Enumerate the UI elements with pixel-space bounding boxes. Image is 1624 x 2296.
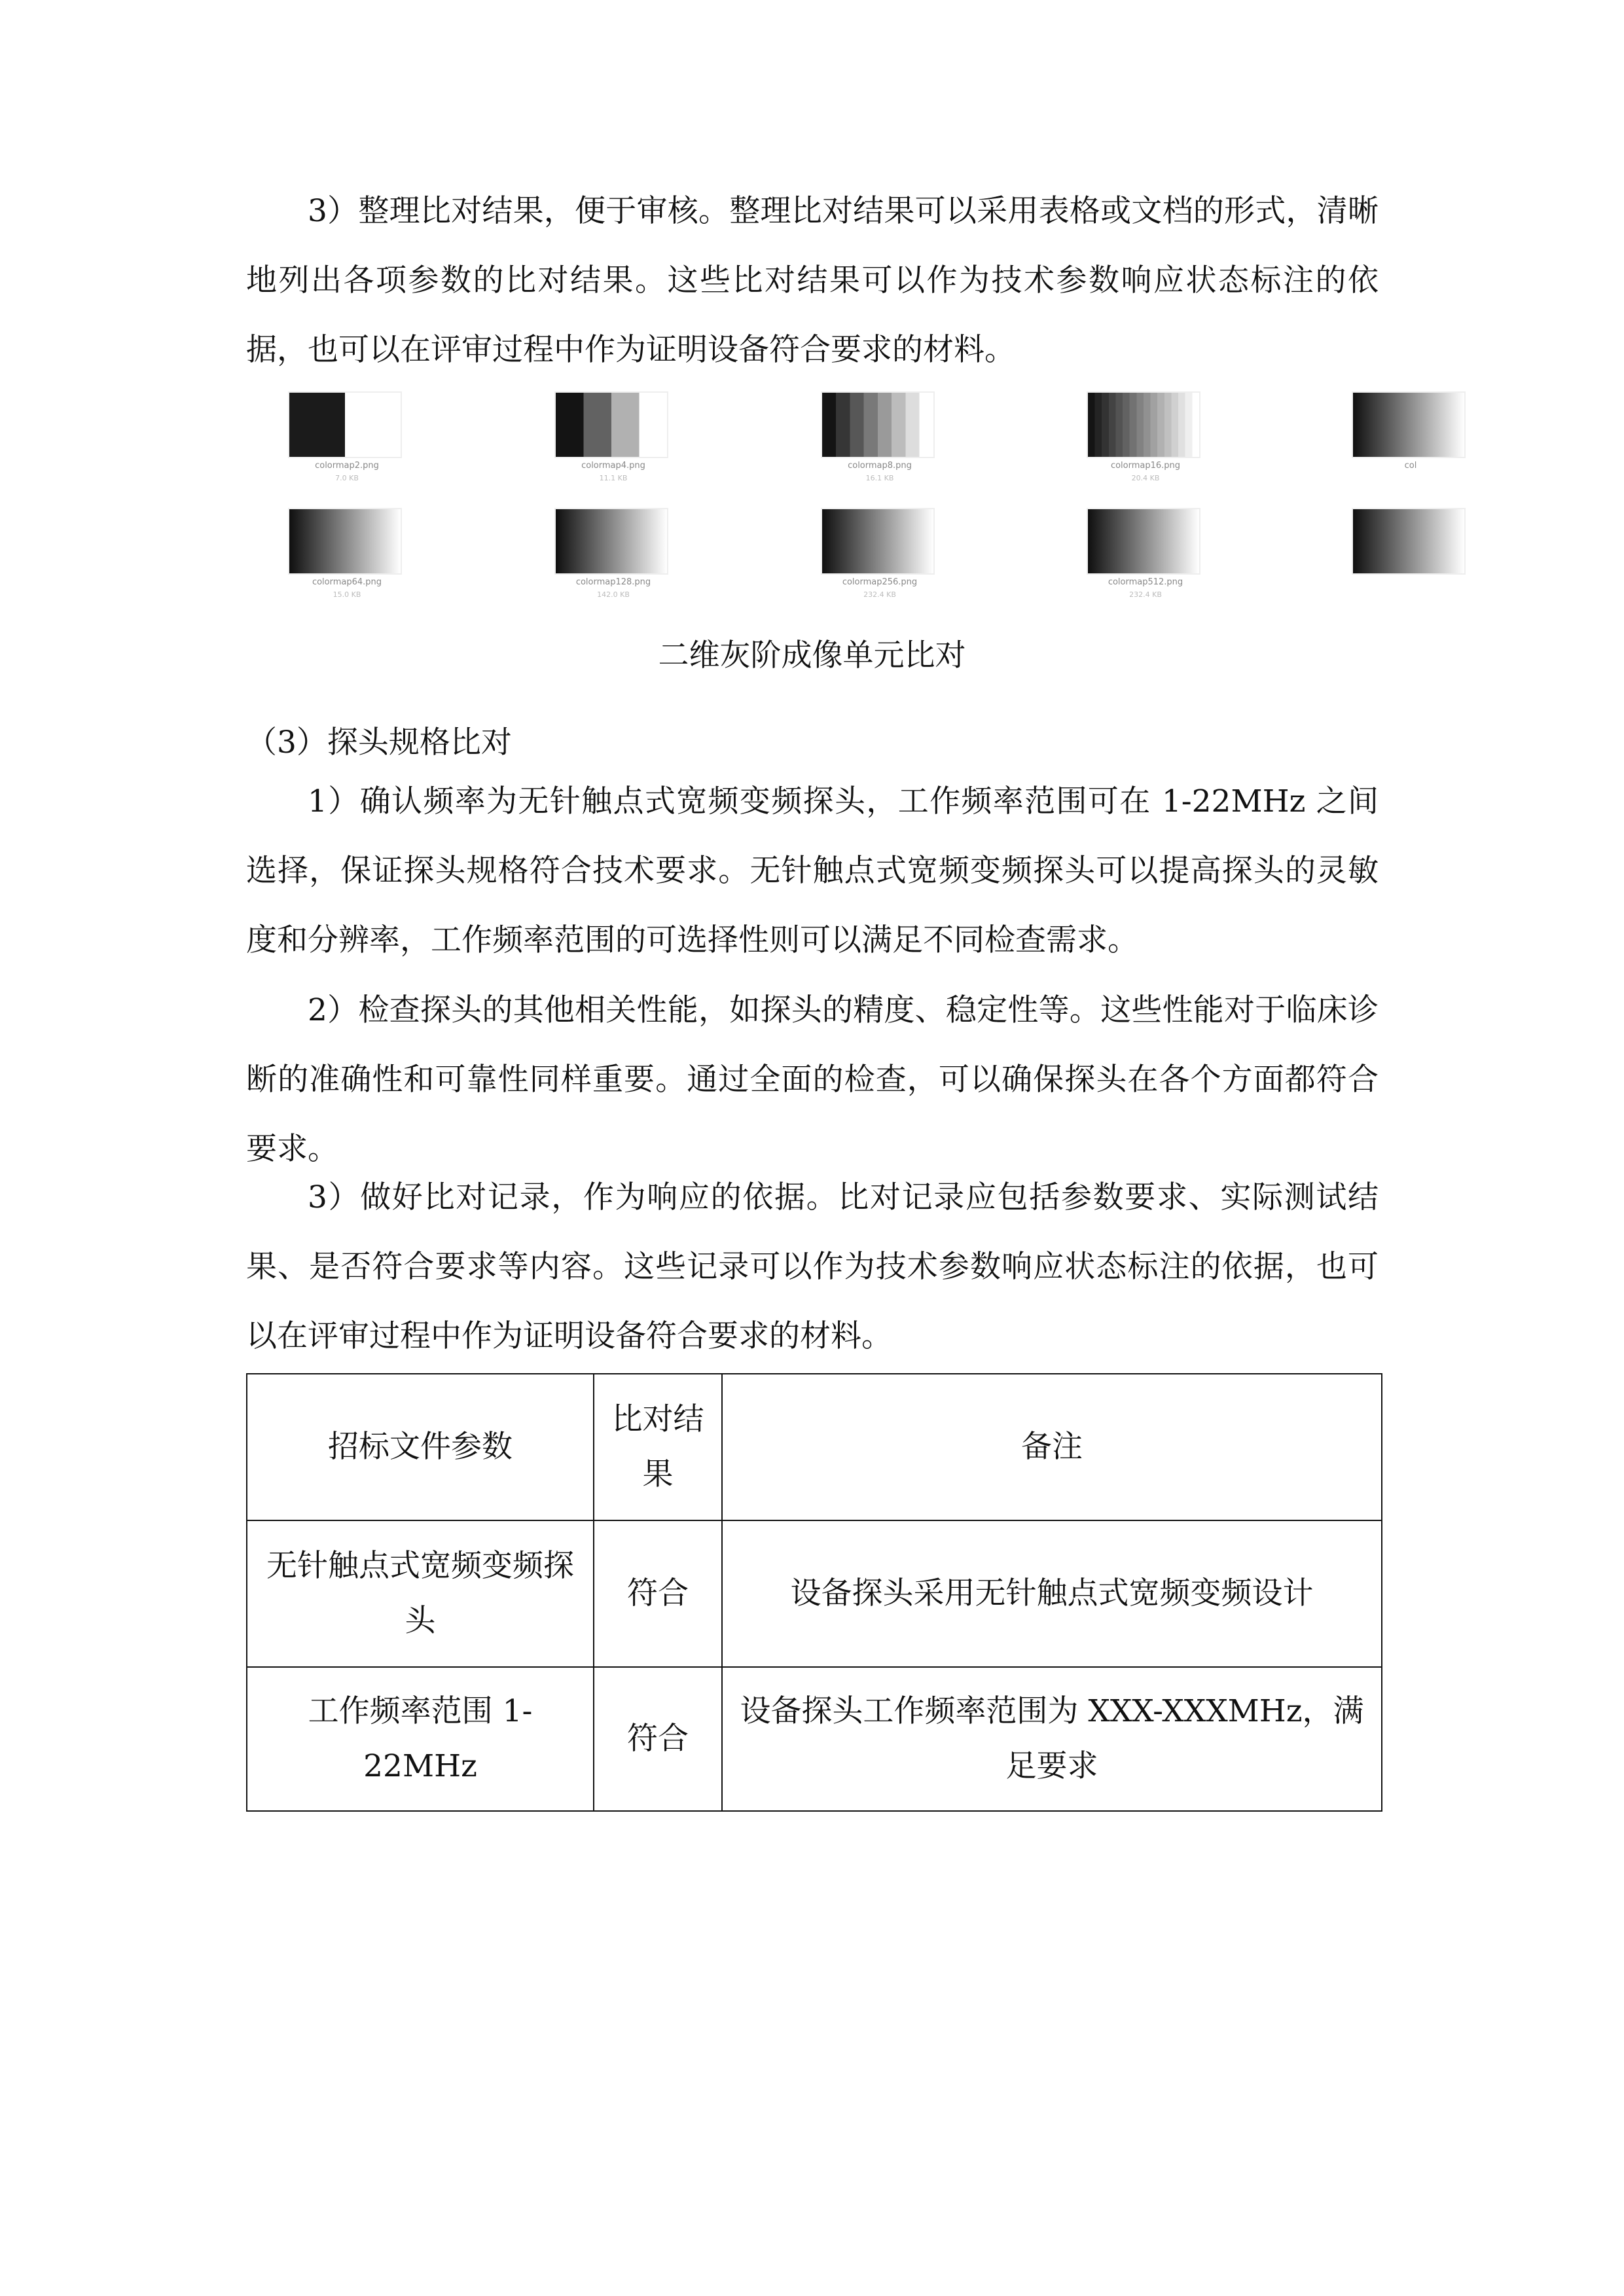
table-row [247,1520,1382,1667]
thumbnail-filesize: 7.0 KB [335,474,359,482]
comparison-table [246,1373,1382,1812]
gallery-thumbnail [1352,508,1470,600]
thumbnail-filesize: 11.1 KB [599,474,628,482]
grayscale-swatch [288,508,402,575]
gallery-thumbnail [821,508,939,600]
table-cell: 符合 [594,1667,722,1811]
gallery-thumbnail [288,391,406,483]
thumbnail-filesize: 142.0 KB [597,590,630,599]
gallery-thumbnail [821,391,939,483]
gallery-thumbnail [1087,391,1204,483]
thumbnail-filename: colormap512.png [1108,577,1183,587]
thumbnail-filename: colormap64.png [312,577,382,587]
table-cell: 设备探头采用无针触点式宽频变频设计 [722,1520,1382,1667]
thumbnail-filename: colormap4.png [581,461,645,471]
thumbnail-filesize: 15.0 KB [333,590,361,599]
thumbnail-filename: colormap8.png [848,461,912,471]
grayscale-swatch [1087,508,1200,575]
gallery-thumbnail [554,391,672,483]
header-cell: 备注 [722,1374,1382,1520]
thumbnail-filename: colormap128.png [575,577,651,587]
grayscale-swatch [1352,508,1466,575]
grayscale-swatch [821,508,935,575]
table-cell: 无针触点式宽频变频探头 [247,1520,594,1667]
figure-caption: 二维灰阶成像单元比对 [658,637,966,673]
grayscale-swatch [821,391,935,458]
paragraph-confirm-frequency: 1）确认频率为无针触点式宽频变频探头，工作频率范围可在 1-22MHz 之间选择，保证探头规格符合技术要求。无针触点式宽频变频探头可以提高探头的灵敏度和分辨率，工作频率范围的可选择性则可以满足不同检查需求。 [246,783,1379,958]
gallery-thumbnail [288,508,406,600]
thumbnail-filename: col [1404,461,1417,471]
grayscale-swatch [554,508,668,575]
header-cell: 招标文件参数 [247,1374,594,1520]
thumbnail-filesize: 232.4 KB [1129,590,1162,599]
paragraph-check-performance: 2）检查探头的其他相关性能，如探头的精度、稳定性等。这些性能对于临床诊断的准确性和可靠性同样重要。通过全面的检查，可以确保探头在各个方面都符合要求。 [246,992,1379,1167]
thumbnail-filesize: 232.4 KB [863,590,896,599]
grayscale-swatch [1352,391,1466,458]
table-cell: 设备探头工作频率范围为 XXX-XXXMHz，满足要求 [722,1667,1382,1811]
table-cell: 符合 [594,1520,722,1667]
table-row [247,1667,1382,1811]
grayscale-swatch [554,391,668,458]
paragraph-record-comparison: 3）做好比对记录，作为响应的依据。比对记录应包括参数要求、实际测试结果、是否符合要求等内容。这些记录可以作为技术参数响应状态标注的依据，也可以在评审过程中作为证明设备符合要求的材料。 [246,1179,1379,1354]
gallery-thumbnail [1087,508,1204,600]
grayscale-thumbnail-gallery [288,391,1417,607]
grayscale-swatch [1087,391,1200,458]
thumbnail-filesize: 20.4 KB [1131,474,1160,482]
gallery-thumbnail [1352,391,1470,483]
table-header-row [247,1374,1382,1520]
gallery-thumbnail [554,508,672,600]
header-cell: 比对结果 [594,1374,722,1520]
thumbnail-filename: colormap16.png [1110,461,1181,471]
thumbnail-filename: colormap256.png [842,577,918,587]
section-heading: （3）探头规格比对 [246,725,512,761]
thumbnail-filesize: 16.1 KB [865,474,894,482]
table-cell: 工作频率范围 1-22MHz [247,1667,594,1811]
grayscale-swatch [288,391,402,458]
thumbnail-filename: colormap2.png [315,461,379,471]
paragraph-summarize-results: 3）整理比对结果，便于审核。整理比对结果可以采用表格或文档的形式，清晰地列出各项参数的比对结果。这些比对结果可以作为技术参数响应状态标注的依据，也可以在评审过程中作为证明设备符合要求的材料。 [246,193,1379,368]
